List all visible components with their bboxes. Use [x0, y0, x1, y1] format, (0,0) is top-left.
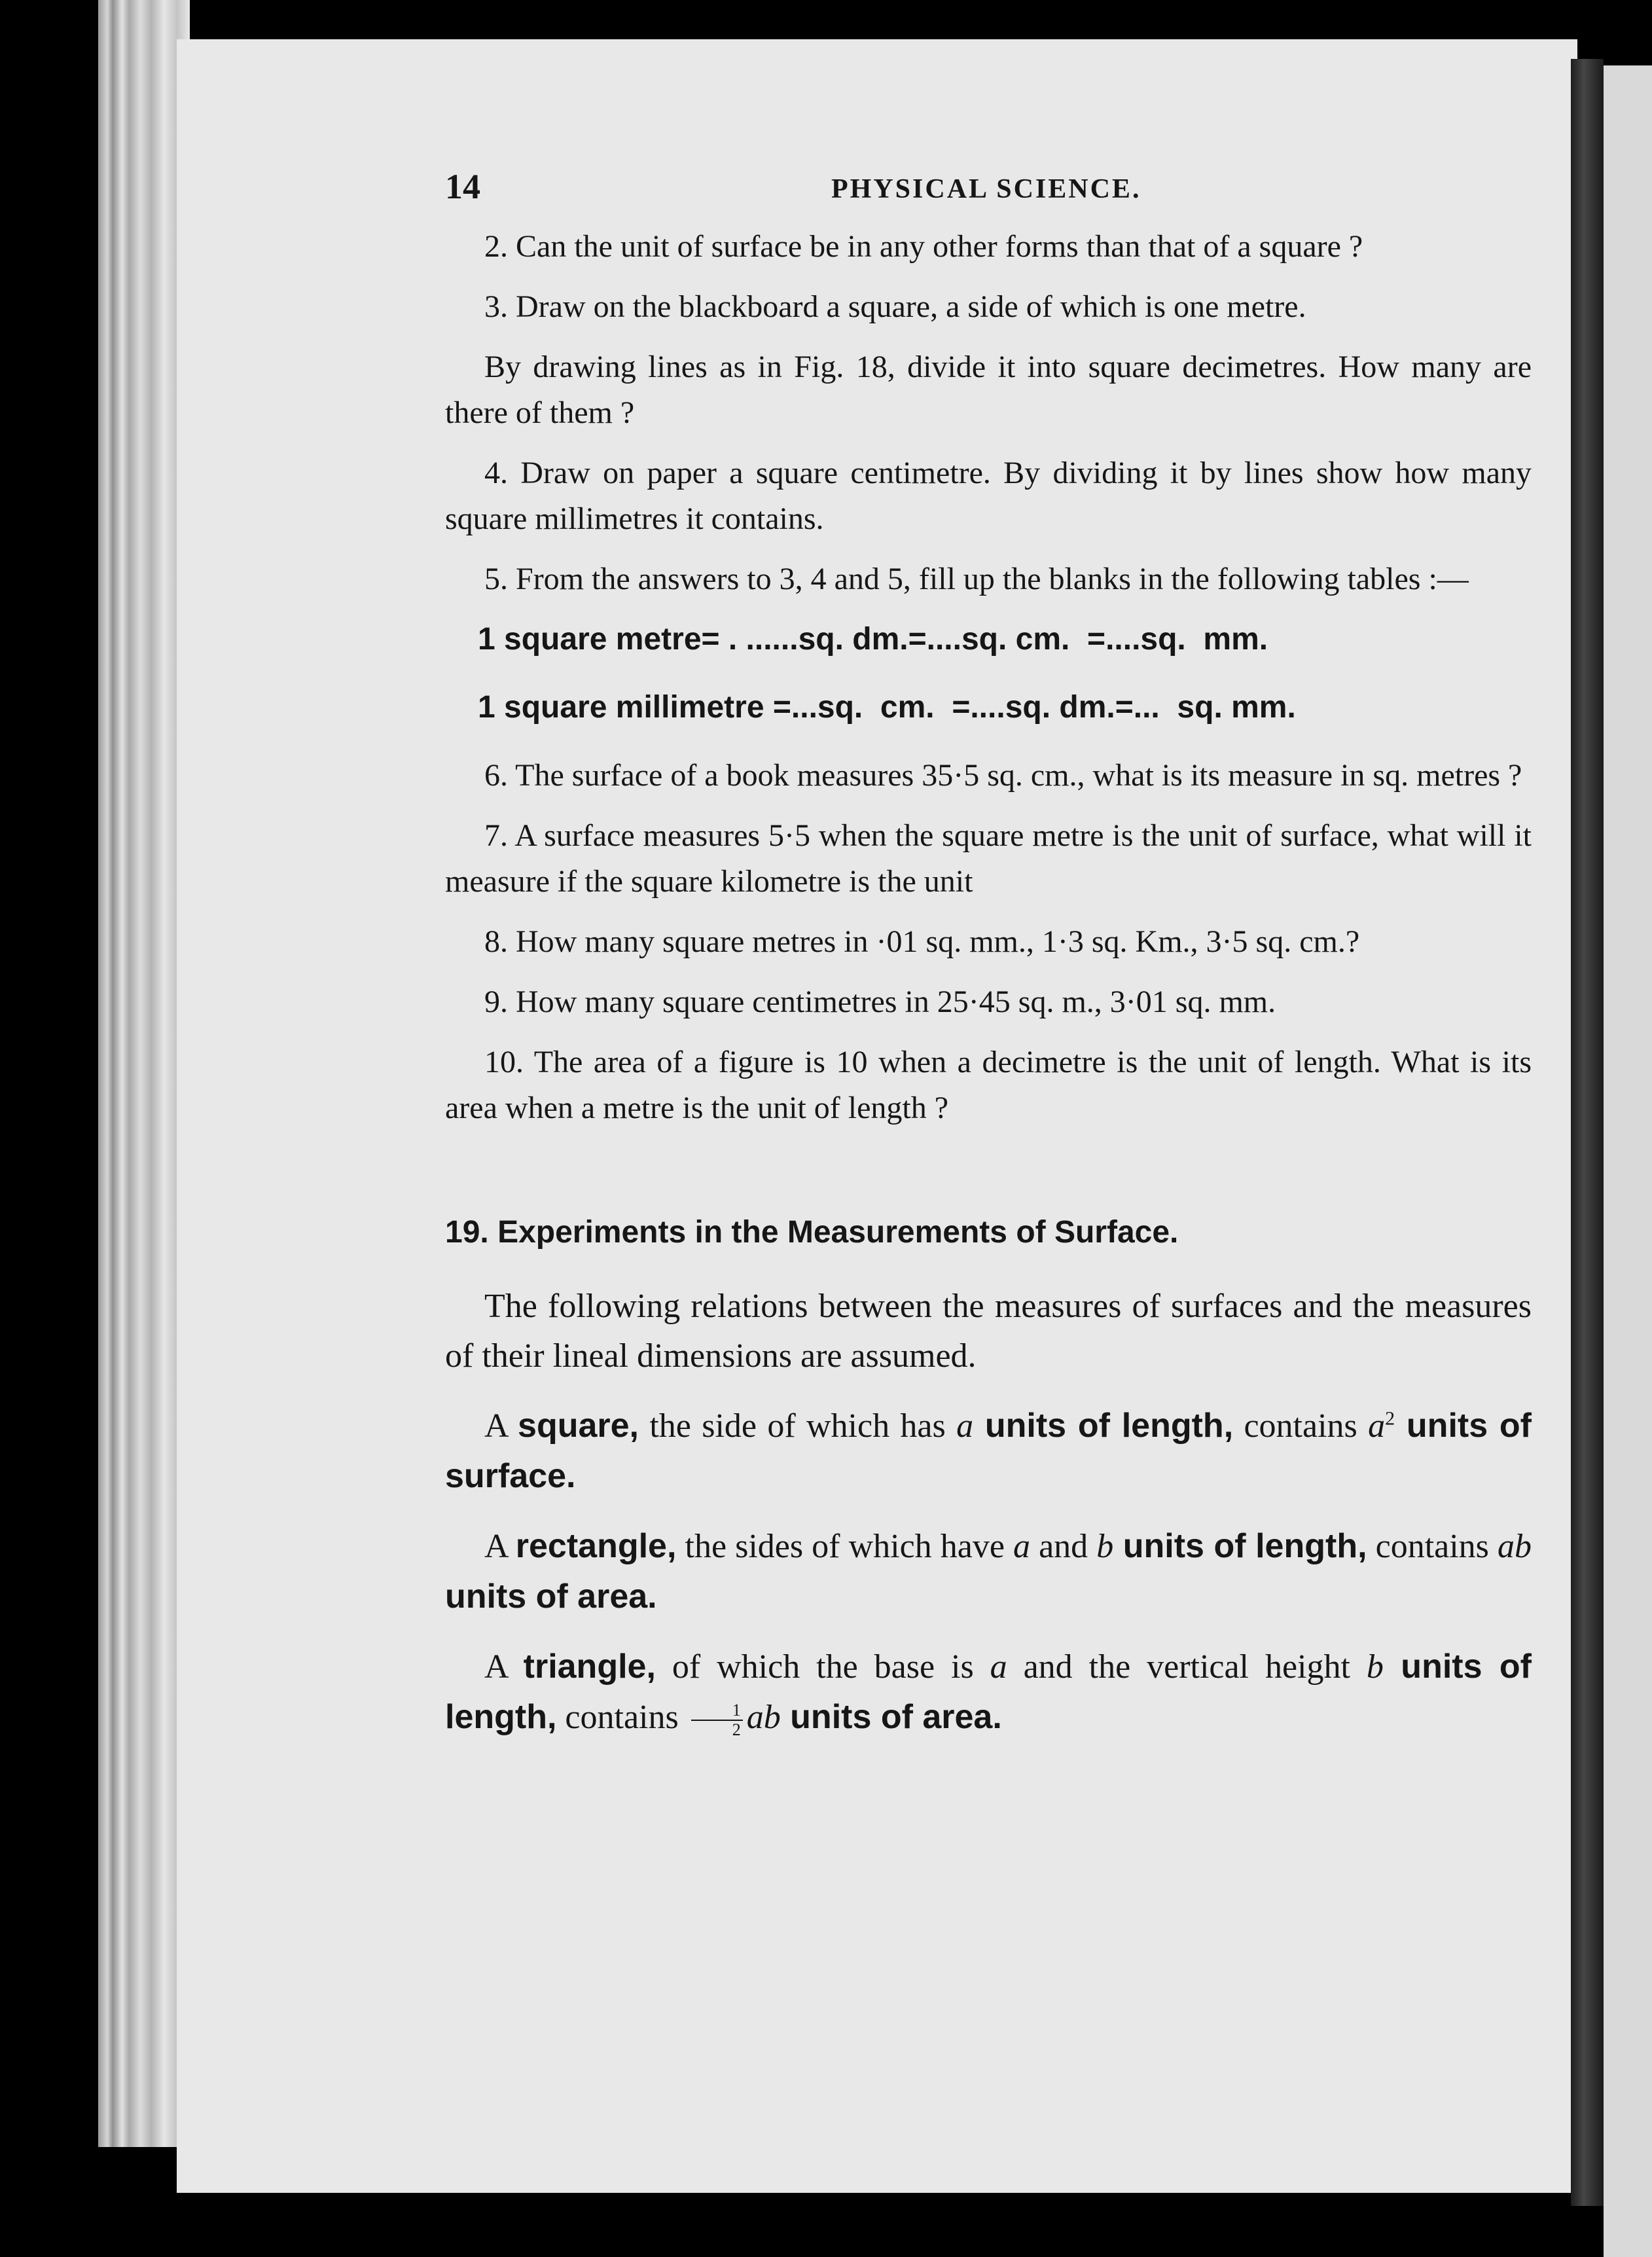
variable-a: a — [956, 1407, 974, 1445]
text: contains — [556, 1699, 687, 1736]
exercise-5: 5. From the answers to 3, 4 and 5, fill up the blanks in the following tables :— — [484, 562, 1469, 596]
text: of which the base is — [655, 1648, 990, 1686]
term: units of length, — [973, 1407, 1234, 1445]
exercise-7: 7. A surface measures 5·5 when the square metre is the unit of surface, what will it measure if the square kilometre is the unit — [445, 818, 1532, 899]
term: units of length, — [1113, 1527, 1367, 1565]
running-title: PHYSICAL SCIENCE. — [831, 174, 1141, 204]
table-row-square-millimetre: 1 square millimetre =...sq. cm. =....sq. dm.=... sq. mm. — [478, 690, 1296, 725]
term: units of area. — [780, 1698, 1002, 1736]
section-intro: The following relations between the measures of surfaces and the measures of their lineal dimensions are assumed. — [445, 1288, 1532, 1375]
exercise-6: 6. The surface of a book measures 35·5 sq. cm., what is its measure in sq. metres ? — [484, 758, 1522, 793]
term: units of surface. — [445, 1407, 1532, 1495]
exercise-3-continued: By drawing lines as in Fig. 18, divide it into square decimetres. How many are there of them ? — [445, 350, 1532, 430]
term: units of area. — [445, 1578, 657, 1616]
facing-page-edge — [1604, 65, 1652, 2257]
section-heading: 19. Experiments in the Measurements of Surface. — [445, 1215, 1179, 1250]
text: A — [484, 1528, 516, 1565]
term: units of length, — [445, 1648, 1532, 1736]
exercise-8: 8. How many square metres in ·01 sq. mm., 1·3 sq. Km., 3·5 sq. cm.? — [484, 924, 1360, 959]
rectangle-rule — [445, 1521, 1532, 1622]
variable-a: a — [990, 1648, 1007, 1686]
fraction-denominator: 2 — [732, 1720, 741, 1740]
variable-b: b — [1096, 1528, 1114, 1565]
variable-a: a — [1368, 1407, 1386, 1445]
triangle-rule — [445, 1642, 1532, 1742]
term-square: square, — [518, 1407, 639, 1445]
running-head — [445, 164, 1532, 216]
variable-a: a — [1013, 1528, 1030, 1565]
gutter-shadow — [1571, 59, 1604, 2206]
text: and the vertical height — [1007, 1648, 1367, 1686]
exponent: 2 — [1385, 1407, 1395, 1430]
page-content — [445, 164, 1532, 1762]
exercise-10: 10. The area of a figure is 10 when a decimetre is the unit of length. What is its area when a metre is the unit of length ? — [445, 1045, 1532, 1125]
text: and — [1030, 1528, 1097, 1565]
term-triangle: triangle, — [523, 1648, 656, 1686]
text: the side of which has — [639, 1407, 957, 1445]
exercise-2: 2. Can the unit of surface be in any other forms than that of a square ? — [484, 229, 1363, 264]
variable-b: b — [1366, 1648, 1384, 1686]
text: contains — [1367, 1528, 1498, 1565]
text: A — [484, 1407, 518, 1445]
fraction-numerator: 1 — [691, 1701, 743, 1721]
exercise-9: 9. How many square centimetres in 25·45 sq. m., 3·01 sq. mm. — [484, 984, 1276, 1019]
exercise-4: 4. Draw on paper a square centimetre. By dividing it by lines show how many square millimetres it contains. — [445, 456, 1532, 536]
text: the sides of which have — [676, 1528, 1013, 1565]
fraction-one-half — [691, 1701, 743, 1739]
exercise-3: 3. Draw on the blackboard a square, a side of which is one metre. — [484, 289, 1306, 324]
variable-ab: ab — [746, 1699, 781, 1736]
text: A — [484, 1648, 524, 1686]
square-rule — [445, 1401, 1532, 1502]
variable-ab: ab — [1497, 1528, 1532, 1565]
table-row-square-metre: 1 square metre= . ......sq. dm.=....sq. cm. =....sq. mm. — [478, 622, 1268, 657]
text: contains — [1233, 1407, 1369, 1445]
page-number: 14 — [445, 167, 480, 206]
term-rectangle: rectangle, — [515, 1527, 677, 1565]
page-edges — [98, 0, 190, 2147]
